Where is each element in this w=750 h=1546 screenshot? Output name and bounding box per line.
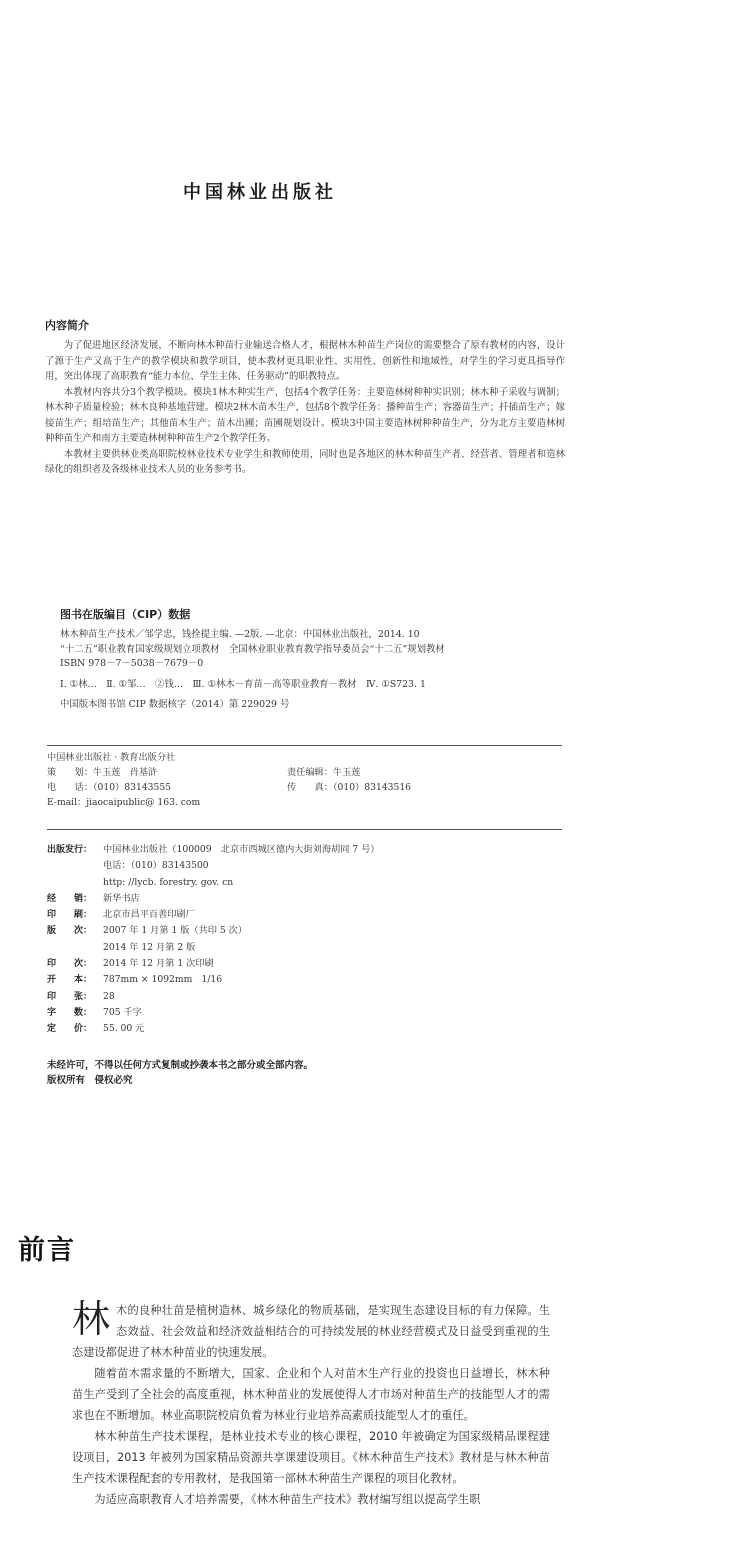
imprint-row: [47, 891, 562, 907]
imprint-label: [47, 875, 103, 891]
imprint-row: [47, 989, 562, 1005]
credits-planner: 策 划：牛玉莲 肖基浒: [47, 767, 158, 778]
imprint-value: 电话：（010）83143500: [103, 860, 209, 872]
imprint-value: 705 千字: [103, 1006, 142, 1018]
cip-line: ISBN 978－7－5038－7679－0: [60, 658, 204, 669]
preface-body: [72, 1297, 550, 1510]
imprint-row: [47, 858, 562, 874]
summary-paragraph: 本教材主要供林业类高职院校林业技术专业学生和教师使用，同时也是各地区的林木种苗生产者、经营者、管理者和造林绿化的组织者及各级林业技术人员的业务参考书。: [45, 448, 565, 475]
drop-cap: 林: [72, 1297, 111, 1341]
imprint-row: [47, 1021, 562, 1037]
credits-email: E-mail：jiaocaipublic@ 163. com: [47, 797, 201, 808]
imprint-value: 新华书店: [103, 892, 140, 904]
cip-line: 中国版本图书馆 CIP 数据核字（2014）第 229029 号: [60, 699, 290, 710]
preface-paragraph: 林木种苗生产技术课程，是林业技术专业的核心课程，2010 年被确定为国家级精品课程建设项目，2013 年被列为国家精品资源共享课建设项目。《林木种苗生产技术》教材是与林木种苗生产技术课程配套的专用教材，是我国第一部林木种苗生产课程的项目化教材。: [72, 1430, 550, 1485]
imprint-value: 787mm × 1092mm 1/16: [103, 974, 223, 986]
credits-editor: 责任编辑：牛玉莲: [287, 767, 361, 778]
copyright-notice: [47, 1058, 313, 1088]
imprint-label: 印 刷：: [47, 910, 93, 921]
imprint-value: 2007 年 1 月第 1 版（共印 5 次）: [103, 925, 248, 937]
imprint-value: 2014 年 12 月第 1 次印刷: [103, 958, 214, 970]
cip-heading: 图书在版编目（CIP）数据: [60, 608, 191, 621]
imprint-label: 经 销：: [47, 893, 93, 904]
imprint-value: http: //lycb. forestry. gov. cn: [103, 876, 234, 888]
cip-line: Ⅰ. ①林… Ⅱ. ①邹… ②钱… Ⅲ. ①林木－育苗－高等职业教育－教材 Ⅳ. ①S723. 1: [60, 678, 426, 690]
cip-line: “十二五”职业教育国家级规划立项教材 全国林业职业教育教学指导委员会“十二五”规划教材: [60, 643, 445, 655]
cip-block: [60, 628, 580, 713]
imprint-row: [47, 842, 562, 858]
summary-body: [45, 338, 565, 478]
imprint-label: 定 价：: [47, 1024, 93, 1035]
imprint-label: [47, 940, 103, 956]
imprint-value: 中国林业出版社（100009 北京市西城区德内大街刘海胡同 7 号）: [103, 844, 380, 855]
publisher-name: 中国林业出版社: [183, 182, 337, 203]
cip-line: 林木种苗生产技术／邹学忠，钱拴提主编. —2版. —北京：中国林业出版社，2014. 10: [60, 629, 420, 640]
imprint-label: 印 次：: [47, 959, 93, 970]
preface-paragraph: 为适应高职教育人才培养需要，《林木种苗生产技术》教材编写组以提高学生职: [94, 1493, 481, 1506]
divider: [47, 829, 562, 830]
credits-block: [47, 750, 562, 810]
imprint-row: [47, 1005, 562, 1021]
imprint-label: 印 张：: [47, 991, 93, 1002]
divider: [47, 745, 562, 746]
imprint-label: 字 数：: [47, 1007, 93, 1018]
credits-row: [47, 765, 562, 780]
imprint-label: [47, 858, 103, 874]
notice-line: 未经许可，不得以任何方式复制或抄袭本书之部分或全部内容。: [47, 1060, 314, 1071]
imprint-label: 版 次：: [47, 926, 93, 937]
imprint-row: [47, 907, 562, 923]
credits-phone: 电 话：（010）83143555: [47, 782, 172, 793]
preface-heading: 前言: [18, 1235, 76, 1266]
imprint-value: 28: [103, 990, 115, 1002]
imprint-row: [47, 956, 562, 972]
summary-paragraph: 为了促进地区经济发展，不断向林木种苗行业输送合格人才，根据林木种苗生产岗位的需要整合了原有教材的内容，设计了源于生产又高于生产的教学模块和教学项目，使本教材更具职业性、实用性、创新性和地域性，对学生的学习更具指导作用，突出体现了高职教育“能力本位、学生主体、任务驱动”的职教特点。: [45, 340, 565, 382]
imprint-block: [47, 842, 562, 1038]
imprint-value: 2014 年 12 月第 2 版: [103, 941, 196, 953]
imprint-value: 北京市昌平百善印刷厂: [103, 909, 195, 921]
preface-paragraph: [72, 1297, 550, 1363]
preface-text: 木的良种壮苗是植树造林、城乡绿化的物质基础，是实现生态建设目标的有力保障。生态效益、社会效益和经济效益相结合的可持续发展的林业经营模式及日益受到重视的生态建设都促进了林木种苗业的快速发展。: [72, 1304, 550, 1359]
imprint-label: 开 本：: [47, 975, 93, 986]
credits-org: 中国林业出版社 · 教育出版分社: [47, 752, 176, 763]
imprint-label: 出版发行：: [47, 845, 93, 855]
imprint-value: 55. 00 元: [103, 1023, 145, 1035]
credits-row: [47, 780, 562, 795]
summary-paragraph: 本教材内容共分3个教学模块。模块1林木种实生产，包括4个教学任务：主要造林树种种实识别；林木种子采收与调制；林木种子质量检验；林木良种基地营建。模块2林木苗木生产，包括8个教学任务：播种苗生产；容器苗生产；扦插苗生产；嫁接苗生产；组培苗生产；其他苗木生产；苗木出圃；苗圃规划设计。模块3中国主要造林树种种苗生产，分为北方主要造林树种种苗生产和南方主要造林树种种苗生产2个教学任务。: [45, 386, 565, 444]
notice-line: 版权所有 侵权必究: [47, 1075, 133, 1086]
preface-paragraph: 随着苗木需求量的不断增大，国家、企业和个人对苗木生产行业的投资也日益增长，林木种苗生产受到了全社会的高度重视，林木种苗业的发展使得人才市场对种苗生产的技能型人才的需求也在不断增加。林业高职院校肩负着为林业行业培养高素质技能型人才的重任。: [72, 1367, 550, 1422]
summary-heading: 内容简介: [45, 319, 89, 332]
imprint-row: [47, 940, 562, 956]
credits-fax: 传 真：（010）83143516: [287, 782, 412, 793]
imprint-row: [47, 875, 562, 891]
imprint-row: [47, 972, 562, 988]
imprint-row: [47, 923, 562, 939]
